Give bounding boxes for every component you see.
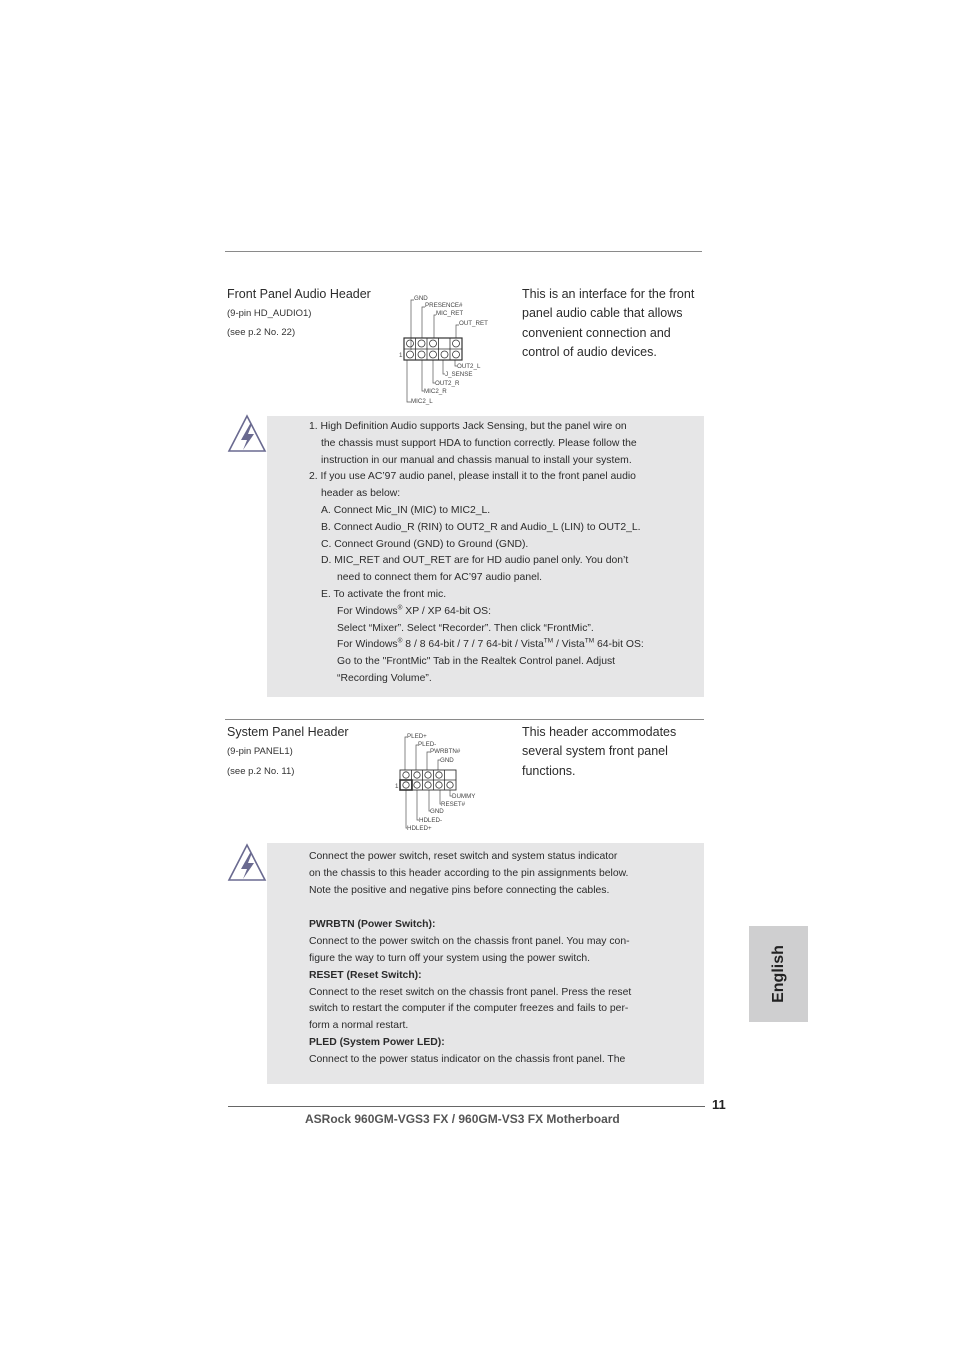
panel-header-description: This header accommodates several system front panel functions. (522, 725, 677, 778)
pin-label-hdled-minus: HDLED- (419, 817, 443, 824)
pin-label-out2-l: OUT2_L (457, 363, 481, 370)
panel-header-title: System Panel Header (227, 725, 349, 739)
audio-header-see-page: (see p.2 No. 22) (227, 327, 296, 338)
pin-label-pled-minus: PLED- (418, 741, 437, 748)
language-tab (749, 926, 808, 1022)
windows-xp-line: For Windows® XP / XP 64-bit OS: (337, 604, 491, 617)
pin-label-gnd-bottom: GND (430, 808, 444, 815)
pin-label-out-ret: OUT_RET (459, 320, 488, 327)
panel-header-see-page: (see p.2 No. 11) (227, 766, 295, 777)
pin-label-hdled-plus: HDLED+ (407, 825, 432, 832)
reset-heading: RESET (Reset Switch): (309, 969, 422, 981)
audio-header-title: Front Panel Audio Header (227, 287, 371, 301)
panel-header-pin-info: (9-pin PANEL1) (227, 746, 293, 757)
pin-label-gnd: GND (414, 295, 428, 302)
windows-8-line: For Windows® 8 / 8 64-bit / 7 / 7 64-bit / Vista™ / Vista™ 64-bit OS: (337, 637, 644, 651)
pin-one-marker: 1 (395, 783, 399, 790)
footer-rule (228, 1106, 705, 1107)
note-panel-text: Connect the power switch, reset switch and system status indicator on the chassis to this header according to the pin assignments below. Note the positive and negative pins before connecting the cables. PWRBTN (Power Switch): Connect to the power switch on the chassis front panel. You may con- figure the way to turn off your system using the power switch. RESET (Reset Switch): Connect to the reset switch on the chassis front panel. Press the reset switch to restart the computer if the computer freezes and fails to per- form a normal restart. PLED (System Power LED): Connect to the power status indicator on the chassis front panel. The (309, 851, 632, 1065)
pin-label-pwrbtn: PWRBTN# (430, 748, 461, 755)
pin-label-mic-ret: MIC_RET (436, 310, 464, 317)
pin-label-mic2-r: MIC2_R (424, 388, 447, 395)
caution-icon (226, 413, 268, 455)
caution-icon (226, 842, 268, 884)
page-number: 11 (712, 1097, 726, 1112)
language-tab-label: English (769, 945, 787, 1003)
audio-header-pin-info: (9-pin HD_AUDIO1) (227, 308, 312, 319)
pin-label-reset: RESET# (441, 801, 466, 808)
pin-label-gnd-top: GND (440, 757, 454, 764)
pin-label-j-sense: J_SENSE (445, 371, 473, 378)
panel-header-pin-diagram (394, 728, 484, 834)
footer-product-name: ASRock 960GM-VGS3 FX / 960GM-VS3 FX Motherboard (305, 1112, 620, 1126)
pin-label-out2-r: OUT2_R (435, 380, 460, 387)
pin-label-dummy: DUMMY (452, 793, 476, 800)
audio-header-description: This is an interface for the front panel audio cable that allows convenient connection and control of audio devices. (522, 287, 695, 359)
pin-label-presence: PRESENCE# (425, 302, 463, 309)
pin-label-pled-plus: PLED+ (407, 733, 427, 740)
pwrbtn-heading: PWRBTN (Power Switch): (309, 919, 436, 931)
pled-heading: PLED (System Power LED): (309, 1036, 445, 1048)
section-rule (225, 719, 704, 720)
top-rule (225, 251, 702, 252)
audio-header-pin-diagram (398, 290, 498, 408)
pin-one-marker: 1 (399, 352, 403, 359)
note-audio-text: 1. High Definition Audio supports Jack Sensing, but the panel wire on the chassis must support HDA to function correctly. Please follow the instruction in our manual and chassis manual to install your system. 2. If you use AC’97 audio panel, please install it to the front panel audio header as below: A. Connect Mic_IN (MIC) to MIC2_L. B. Connect Audio_R (RIN) to OUT2_R and Audio_L (LIN) to OUT2_L. C. Connect Ground (GND) to Ground (GND). D. MIC_RET and OUT_RET are for HD audio panel only. You don’t need to connect them for AC’97 audio panel. E. To activate the front mic. For Windows® XP / XP 64-bit OS: Select “Mixer”. Select “Recorder”. Then click “FrontMic”. For Windows® 8 / 8 64-bit / 7 / 7 64-bit / Vista™ / Vista™ 64-bit OS: Go to the "FrontMic" Tab in the Realtek Control panel. Adjust “Recording Volume”. (309, 421, 644, 684)
pin-label-mic2-l: MIC2_L (411, 398, 433, 405)
